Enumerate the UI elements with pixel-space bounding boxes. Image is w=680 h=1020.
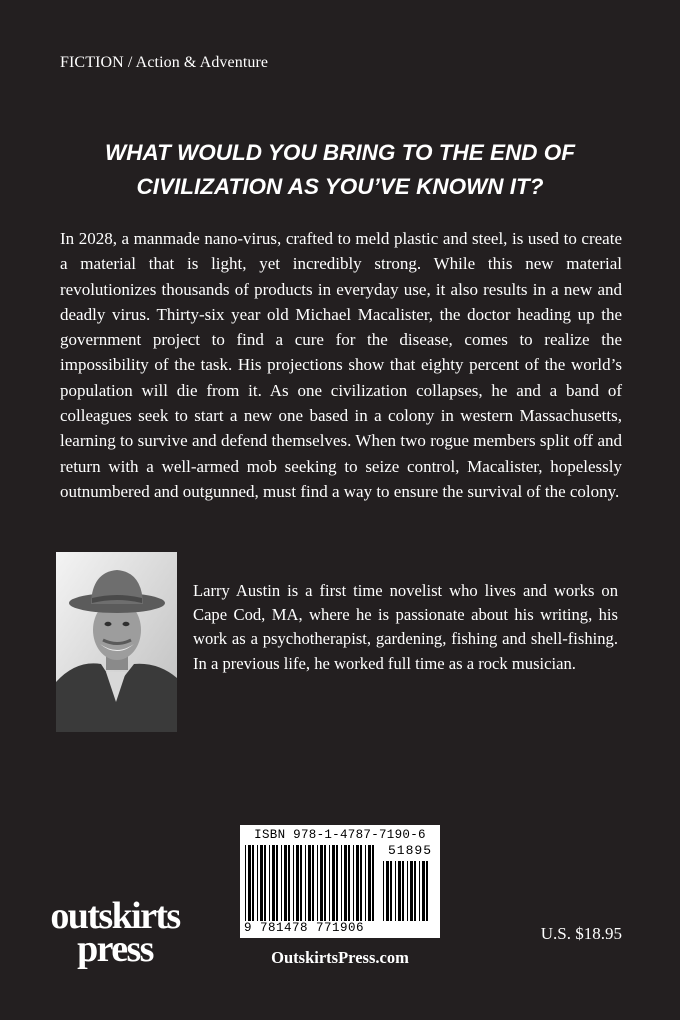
barcode-bar (407, 861, 408, 921)
barcode-bar (383, 861, 384, 921)
barcode-bar (276, 845, 278, 921)
barcode-bar (360, 845, 362, 921)
barcode-bar (248, 845, 251, 921)
barcode-bar (348, 845, 350, 921)
book-blurb: In 2028, a manmade nano-virus, crafted to meld plastic and steel, is used to create a material that is light, yet incredibly strong. While this new material revolutionizes thousands of products in everyday use, it also results in a new and deadly virus. Thirty-six year old Michael Macalister, the doctor heading up the government project to find a cure for the disease, comes to realize the impossibility of the task. His projections show that eighty percent of the world’s population will die from it. As one civilization collapses, he and a band of colleagues seek to start a new one based in a colony in western Massachusetts, learning to survive and defend themselves. When two rogue members split off and return with a well-armed mob seeking to seize control, Macalister, hopelessly outnumbered and outgunned, must find a way to ensure the survival of the colony. (60, 229, 622, 501)
barcode-bar (272, 845, 275, 921)
publisher-logo-line-1: outskirts (50, 895, 180, 937)
barcode-bar (269, 845, 270, 921)
barcode-bar (252, 845, 254, 921)
isbn-barcode (240, 825, 440, 938)
barcode-bar (390, 861, 392, 921)
publisher-website: OutskirtsPress.com (271, 948, 409, 967)
publisher-logo (40, 895, 190, 970)
isbn-label: ISBN 978-1-4787-7190-6 (254, 828, 426, 842)
barcode-bar (264, 845, 266, 921)
barcode-bar (372, 845, 374, 921)
barcode-bar (320, 845, 323, 921)
barcode-bar (260, 845, 263, 921)
barcode-bar (356, 845, 359, 921)
barcode-bar (341, 845, 342, 921)
author-bio: Larry Austin is a first time novelist who lives and works on Cape Cod, MA, where he is passionate about his writing, his work as a psychotherapist, gardening, fishing and shell-fishing. In a previous life, he worked full time as a rock musician. (193, 581, 618, 673)
barcode-bar (402, 861, 404, 921)
barcode-bar (312, 845, 314, 921)
barcode-bar (300, 845, 302, 921)
barcode-bar (368, 845, 371, 921)
barcode-bar (308, 845, 311, 921)
barcode-bar (386, 861, 389, 921)
barcode-bar (426, 861, 428, 921)
publisher-logo-line-2: press (77, 927, 153, 970)
barcode-bar (422, 861, 425, 921)
price-code: 51895 (387, 843, 432, 858)
barcode-bar (332, 845, 335, 921)
ean-barcode-bars (245, 845, 379, 921)
category-label: FICTION / Action & Adventure (60, 54, 269, 71)
barcode-bar (257, 845, 258, 921)
barcode-bar (353, 845, 354, 921)
barcode-bar (365, 845, 366, 921)
barcode-bar (281, 845, 282, 921)
barcode-bar (414, 861, 416, 921)
barcode-bar (329, 845, 330, 921)
barcode-number: 9 781478 771906 (244, 921, 365, 935)
barcode-bar (284, 845, 287, 921)
barcode-bar (305, 845, 306, 921)
barcode-bar (296, 845, 299, 921)
barcode-bar (344, 845, 347, 921)
barcode-bar (395, 861, 396, 921)
price: U.S. $18.95 (540, 924, 622, 943)
headline-line-1: WHAT WOULD YOU BRING TO THE END OF (105, 140, 575, 165)
barcode-bar (336, 845, 338, 921)
barcode-bar (317, 845, 318, 921)
barcode-bar (398, 861, 401, 921)
barcode-bar (293, 845, 294, 921)
author-photo (56, 552, 177, 732)
headline (40, 136, 640, 204)
headline-line-2: CIVILIZATION AS YOU’VE KNOWN IT? (136, 174, 544, 199)
barcode-bar (419, 861, 420, 921)
barcode-bar (410, 861, 413, 921)
addon-barcode-bars (383, 861, 433, 921)
barcode-bar (324, 845, 326, 921)
barcode-bar (288, 845, 290, 921)
barcode-bar (245, 845, 246, 921)
